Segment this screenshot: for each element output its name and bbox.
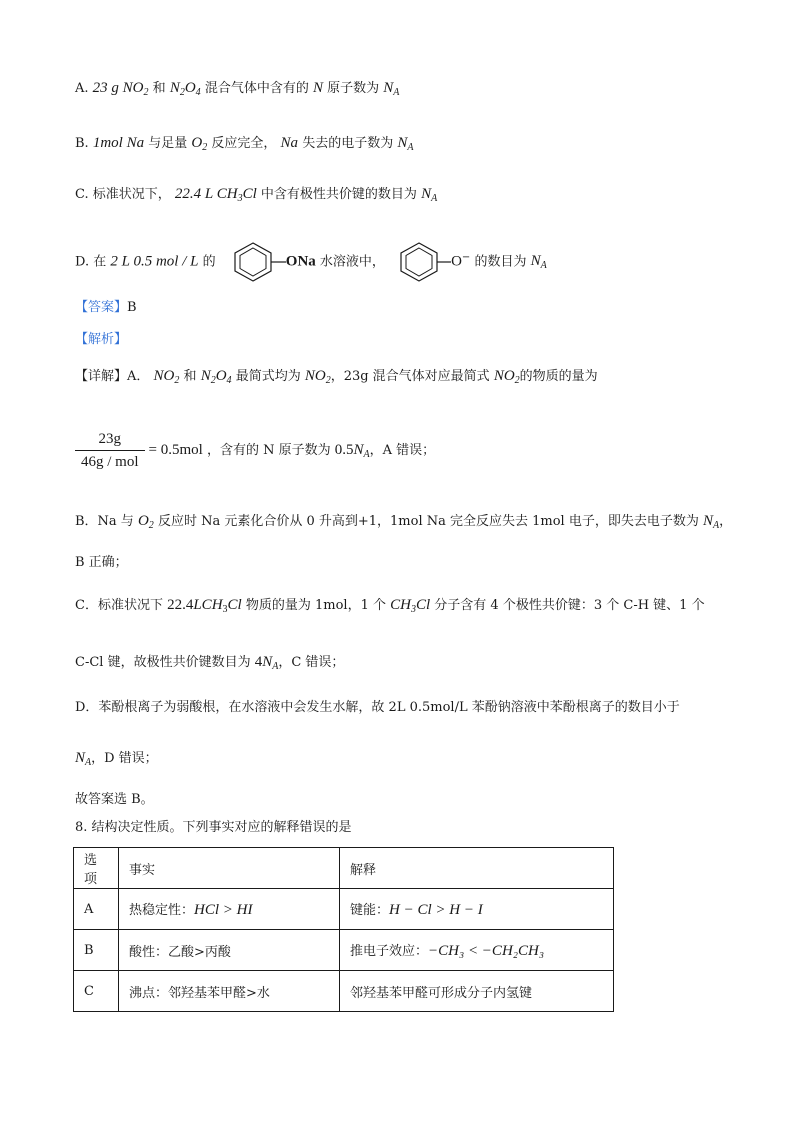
detail-text: ，含有的 N 原子数为: [206, 443, 331, 458]
fact-math: HCl > HI: [194, 902, 253, 918]
explanation-text: 键能：: [350, 903, 390, 918]
question-8-table: [73, 847, 614, 1012]
table-row: [74, 930, 614, 971]
detail-text: C-Cl 键，故极性共价键数目为: [75, 655, 251, 670]
detail-a-fraction-line: $\frac{23g}{\text{46g / mol}}$ = 0.5mol ，含有的 N 原子数为 $0.5N_A$，A 错误；: [75, 428, 435, 473]
option-cell: C: [74, 971, 119, 1012]
option-label: B.: [75, 136, 89, 151]
fact-cell: [119, 930, 340, 971]
detail-text: ，A 错误；: [369, 443, 436, 458]
detail-text: 物质的量为 1mol，1 个: [245, 598, 386, 613]
detail-text: 和: [183, 369, 197, 384]
detail-text: 的物质的量为: [519, 369, 598, 384]
detail-text: 分子含有 4 个极性共价键：3 个 C-H 键、1 个: [434, 598, 705, 613]
option-label: C.: [75, 187, 89, 202]
option-c: C. 标准状况下， 22.4 L $CH_3Cl$ 中含有极性共价键的数目为 $N_A$: [75, 186, 438, 204]
explanation-cell: [340, 930, 614, 971]
detail-d: [75, 698, 680, 718]
option-label: D.: [75, 254, 90, 270]
table-header-row: [74, 848, 614, 889]
option-c-text2: 中含有极性共价键的数目为: [260, 187, 417, 202]
detail-text: B 正确；: [75, 555, 128, 570]
explanation-text: 推电子效应：: [350, 944, 429, 959]
option-b-text2: 反应完全，: [211, 136, 277, 151]
option-b-text: 与足量: [148, 136, 188, 151]
option-cell: A: [74, 889, 119, 930]
fact-text: 酸性：乙酸>丙酸: [129, 944, 231, 960]
analysis-tag: 【解析】: [75, 332, 128, 347]
option-cell: B: [74, 930, 119, 971]
fact-text: 沸点：邻羟基苯甲醛>水: [129, 985, 270, 1001]
conclusion: [75, 790, 154, 810]
question-8-title: [75, 818, 352, 838]
detail-c: C．标准状况下 $22.4LCH_3Cl$ 物质的量为 1mol，1 个 $CH_3Cl$ 分子含有 4 个极性共价键：3 个 C-H 键、1 个: [75, 597, 705, 615]
explanation-math: −CH₃ < −CH₂CH₃: [428, 943, 545, 959]
conclusion-text: 故答案选 B。: [75, 792, 154, 807]
detail-text: D．苯酚根离子为弱酸根，在水溶液中会发生水解，故 2L 0.5mol/L 苯酚钠溶液中苯酚根离子的数目小于: [75, 700, 680, 715]
table-row: [74, 889, 614, 930]
detail-b: B．Na 与 $O_2$ 反应时 Na 元素化合价从 0 升高到+1，1mol Na 完全反应失去 1mol 电子，即失去电子数为 $N_A$，: [75, 513, 733, 531]
detail-text: 最简式均为: [235, 369, 301, 384]
fraction: [75, 428, 145, 473]
option-d-text: 在: [93, 254, 107, 270]
option-c-text: 标准状况下，: [92, 187, 171, 202]
detail-c-cont: C-Cl 键，故极性共价键数目为 $4N_A$，C 错误；: [75, 654, 345, 672]
explanation-cell: [340, 889, 614, 930]
detail-text: ，23g 混合气体对应最简式: [330, 369, 490, 384]
detail-a: 【详解】A． $NO_2$ 和 $N_2O_4$ 最简式均为 $NO_2$，23g 混合气体对应最简式 $NO_2$的物质的量为: [75, 368, 598, 386]
detail-text: 反应时 Na 元素化合价从 0 升高到+1，1mol Na 完全反应失去 1mol 电子，即失去电子数为: [157, 514, 699, 529]
option-b: B. 1mol Na 与足量 $O_2$ 反应完全， Na 失去的电子数为 $N_A$: [75, 135, 414, 153]
fact-text: 热稳定性：: [129, 903, 195, 918]
detail-b-cont: [75, 553, 128, 573]
option-d-text4: 的数目为: [474, 254, 527, 270]
option-d-text2: 的: [202, 254, 216, 270]
benzene-ring-icon: [220, 242, 286, 282]
answer-value: B: [127, 300, 137, 315]
option-a-text2: 原子数为: [327, 81, 380, 96]
analysis-line: [75, 330, 127, 350]
detail-tag: 【详解】: [75, 369, 128, 384]
detail-text: C．标准状况下: [75, 598, 163, 613]
explanation-math: H − Cl > H − I: [389, 902, 483, 918]
o-minus-group: O: [451, 253, 462, 270]
detail-text: ，: [719, 514, 733, 529]
explanation-text: 邻羟基苯甲醛可形成分子内氢键: [350, 985, 533, 1001]
header-cell: 事实: [119, 848, 340, 889]
question-title: 8. 结构决定性质。下列事实对应的解释错误的是: [75, 820, 352, 835]
ona-group: ONa: [285, 253, 316, 270]
fraction-numerator: 23g: [75, 428, 145, 451]
option-label: A.: [75, 81, 89, 96]
option-a: A. 23 g $NO_2$ 和 $N_2O_4$ 混合气体中含有的 N 原子数为 $N_A$: [75, 80, 400, 98]
detail-d-cont: $N_A$，D 错误；: [75, 750, 158, 768]
option-d-text3: 水溶液中，: [319, 254, 385, 270]
detail-a-label: A．: [127, 369, 150, 384]
header-cell: 选项: [74, 848, 119, 889]
detail-text: ，C 错误；: [278, 655, 345, 670]
fraction-result: = 0.5mol: [148, 442, 203, 458]
option-a-text: 混合气体中含有的: [204, 81, 309, 96]
fact-cell: [119, 971, 340, 1012]
option-d: D. 在 2 L 0.5 mol / L 的 ONa 水溶液中， O− 的数目为 $N_A$: [75, 238, 547, 286]
option-b-text3: 失去的电子数为: [302, 136, 394, 151]
fraction-denominator: 46g / mol: [81, 454, 139, 470]
explanation-cell: [340, 971, 614, 1012]
detail-text: B．Na 与: [75, 514, 134, 529]
detail-text: ，D 错误；: [91, 751, 158, 766]
header-cell: 解释: [340, 848, 614, 889]
answer-tag: 【答案】: [75, 300, 128, 315]
phenoxide-ring-icon: [389, 242, 451, 282]
and-text: 和: [152, 81, 166, 96]
answer-line: [75, 298, 137, 318]
fact-cell: [119, 889, 340, 930]
table-row: [74, 971, 614, 1012]
